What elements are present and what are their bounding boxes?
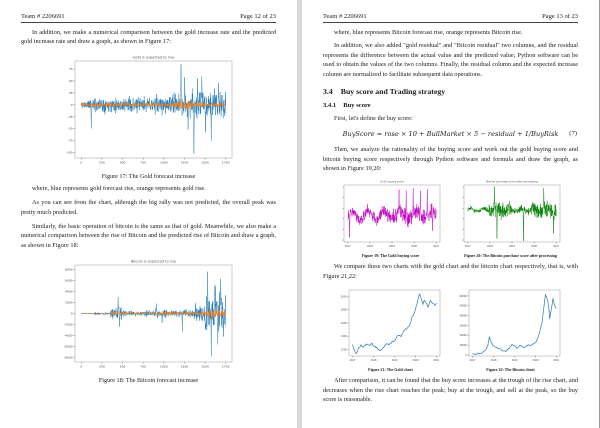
svg-text:2019: 2019 [508, 244, 515, 248]
svg-text:Bitcoin is expected to rise: Bitcoin is expected to rise [130, 259, 176, 263]
section-number: 3.4 [323, 87, 333, 97]
figure-19 [338, 178, 444, 258]
svg-text:20000: 20000 [458, 333, 467, 337]
svg-text:2021: 2021 [432, 244, 439, 248]
bitcoin-price-chart [458, 286, 564, 364]
svg-text:1800: 1800 [340, 308, 347, 312]
page-12 [0, 0, 297, 428]
svg-text:2020: 2020 [530, 244, 537, 248]
svg-text:1200: 1200 [340, 348, 347, 352]
svg-text:0: 0 [70, 102, 73, 107]
figure-17-caption: Figure 17: The Gold forecast increase [101, 172, 196, 180]
paragraph: In addition, we also added "gold residual" and "Bitcoin residual" two columns, and the residual represents the difference between the actual value and the predicted value; Python software can be used to obtain the values of the two columns. Finally, the residual column and the expected increase column are normalized to facilitate subsequent data operations. [323, 42, 578, 78]
svg-text:-6000: -6000 [63, 344, 73, 349]
svg-text:50000: 50000 [458, 304, 467, 308]
svg-text:2000: 2000 [64, 300, 73, 305]
svg-text:-75: -75 [67, 138, 73, 143]
svg-text:1400: 1400 [340, 334, 347, 338]
figure-17 [21, 51, 276, 180]
svg-text:2017: 2017 [344, 244, 351, 248]
figure-19-caption: Figure 19: The Gold buying score [361, 252, 420, 258]
svg-text:750: 750 [139, 364, 146, 368]
svg-text:2020: 2020 [412, 358, 418, 362]
svg-text:1250: 1250 [180, 160, 188, 165]
figure-21-caption: Figure 21: The Gold chart [368, 366, 413, 372]
svg-text:Bitcoin purchase score after p: Bitcoin purchase score after processing [485, 180, 538, 184]
svg-text:-100: -100 [65, 150, 73, 155]
bitcoin-forecast-chart [60, 255, 238, 373]
svg-text:500: 500 [119, 364, 125, 368]
figure-18-caption: Figure 18: The Bitcoin forecast increase [98, 376, 199, 384]
header-page-number: Page 13 of 23 [542, 13, 578, 20]
svg-text:2021: 2021 [552, 244, 559, 248]
svg-text:2020: 2020 [410, 244, 417, 248]
figure-20 [458, 178, 564, 258]
paragraph: As you can see from the chart, although the big rally was not predicted, the overall peak was pretty much predicted. [21, 199, 276, 216]
svg-text:2019: 2019 [511, 358, 517, 362]
header-page-number: Page 12 of 23 [240, 13, 276, 20]
svg-text:-50: -50 [67, 126, 73, 131]
svg-text:8000: 8000 [64, 267, 73, 272]
page-13 [302, 0, 599, 428]
svg-text:1600: 1600 [340, 321, 347, 325]
section-title: Buy score and Trading strategy [340, 87, 446, 97]
svg-text:250: 250 [98, 364, 105, 368]
gold-price-chart [338, 286, 444, 364]
svg-text:0: 0 [70, 311, 73, 316]
svg-text:6000: 6000 [64, 278, 73, 283]
figure-20-caption: Figure 20: The Bitcoin purchase score after processing [464, 252, 557, 258]
header-team-id: Team # 2206691 [323, 13, 367, 20]
figure-row-21-22 [323, 286, 578, 372]
figure-18 [21, 255, 276, 384]
paragraph: In addition, we make a numerical comparison between the gold increase rate and the predicted gold increase rate and draw a graph, as shown in Figure 17: [21, 28, 276, 45]
figure-22-caption: Figure 22: The Bitcoin chart [486, 366, 535, 372]
buy-score-equation [323, 130, 578, 138]
svg-text:75: 75 [68, 67, 73, 72]
svg-text:-2000: -2000 [63, 322, 73, 327]
section-heading [323, 87, 578, 96]
svg-text:0: 0 [79, 364, 82, 368]
svg-text:30000: 30000 [458, 324, 467, 328]
gold-buying-score-chart [338, 178, 444, 250]
header-team-id: Team # 2206691 [21, 13, 65, 20]
svg-text:2021: 2021 [432, 358, 439, 362]
paragraph: We compare these two charts with the gold chart and the bitcoin chart respectively, that is, with Figure 21,22: [323, 263, 578, 280]
figure-row-19-20 [323, 178, 578, 258]
svg-text:4000: 4000 [64, 289, 73, 294]
svg-text:2017: 2017 [464, 244, 471, 248]
svg-text:250: 250 [98, 160, 105, 165]
bitcoin-purchase-score-chart [458, 178, 564, 250]
svg-text:2019: 2019 [388, 244, 395, 248]
svg-text:Gold is expected to rise: Gold is expected to rise [132, 55, 174, 60]
svg-text:Gold buying score: Gold buying score [379, 180, 404, 184]
equation-number: (7) [569, 130, 577, 138]
svg-text:750: 750 [139, 160, 146, 165]
svg-text:1750: 1750 [221, 160, 230, 165]
paragraph: Similarly, the basic operation of bitcoin is the same as that of gold. Meanwhile, we also make a numerical comparison between the rise of Bitcoin and the predicted rise of Bitcoin and draw a graph, as shown in Figure 18: [21, 222, 276, 249]
svg-text:-8000: -8000 [63, 355, 73, 360]
paragraph: where, blue represents gold forecast rise, orange represents gold rise. [32, 185, 206, 193]
gold-forecast-chart [60, 51, 238, 169]
svg-text:1750: 1750 [221, 364, 230, 368]
svg-text:2018: 2018 [490, 358, 496, 362]
svg-text:2000: 2000 [340, 295, 347, 299]
svg-text:2018: 2018 [370, 358, 376, 362]
svg-text:50: 50 [68, 78, 73, 83]
svg-text:60000: 60000 [458, 294, 467, 298]
paragraph: First, let's define the buy score: [334, 114, 413, 122]
svg-text:0: 0 [79, 160, 82, 165]
svg-text:2017: 2017 [349, 358, 356, 362]
page-header [21, 10, 276, 23]
svg-text:2020: 2020 [532, 358, 538, 362]
svg-text:0: 0 [464, 353, 467, 357]
equation-body: BuyScore = rose × 10 + BullMarket × 5 − residual + 1/BuyRisk [342, 130, 559, 139]
subsection-title: Buy score [343, 102, 371, 110]
subsection-number: 3.4.1 [323, 102, 337, 110]
svg-text:1000: 1000 [159, 160, 168, 165]
figure-21 [338, 286, 444, 372]
svg-text:25: 25 [68, 90, 73, 95]
svg-text:10000: 10000 [458, 343, 467, 347]
svg-text:1500: 1500 [200, 160, 209, 165]
svg-text:2018: 2018 [366, 244, 373, 248]
svg-text:1000: 1000 [159, 364, 168, 368]
svg-text:500: 500 [119, 160, 125, 165]
svg-text:2017: 2017 [469, 358, 476, 362]
svg-text:-4000: -4000 [63, 333, 73, 338]
svg-text:40000: 40000 [458, 314, 467, 318]
page-header [323, 10, 578, 23]
paragraph: where, blue represents Bitcoin forecast rise, orange represents Bitcoin rise. [334, 28, 523, 36]
svg-text:2019: 2019 [391, 358, 397, 362]
paragraph: After comparison, it can be found that the buy score increases at the trough of the rise chart, and decreases when the rise chart reaches the peak; buy at the trough, and sell at the peak, so the buy score is reasonable. [323, 377, 578, 404]
svg-text:2018: 2018 [486, 244, 493, 248]
svg-text:-25: -25 [67, 114, 73, 119]
paragraph: Then, we analyze the rationality of the buying score and work out the gold buying score and bitcoin buying score respectively through Python software and formula and draw the graph, as shown in Figure 19,20: [323, 146, 578, 172]
svg-text:1250: 1250 [180, 364, 188, 368]
figure-22 [458, 286, 564, 372]
svg-text:1500: 1500 [200, 364, 209, 368]
svg-text:2021: 2021 [552, 358, 559, 362]
subsection-heading [323, 102, 578, 109]
